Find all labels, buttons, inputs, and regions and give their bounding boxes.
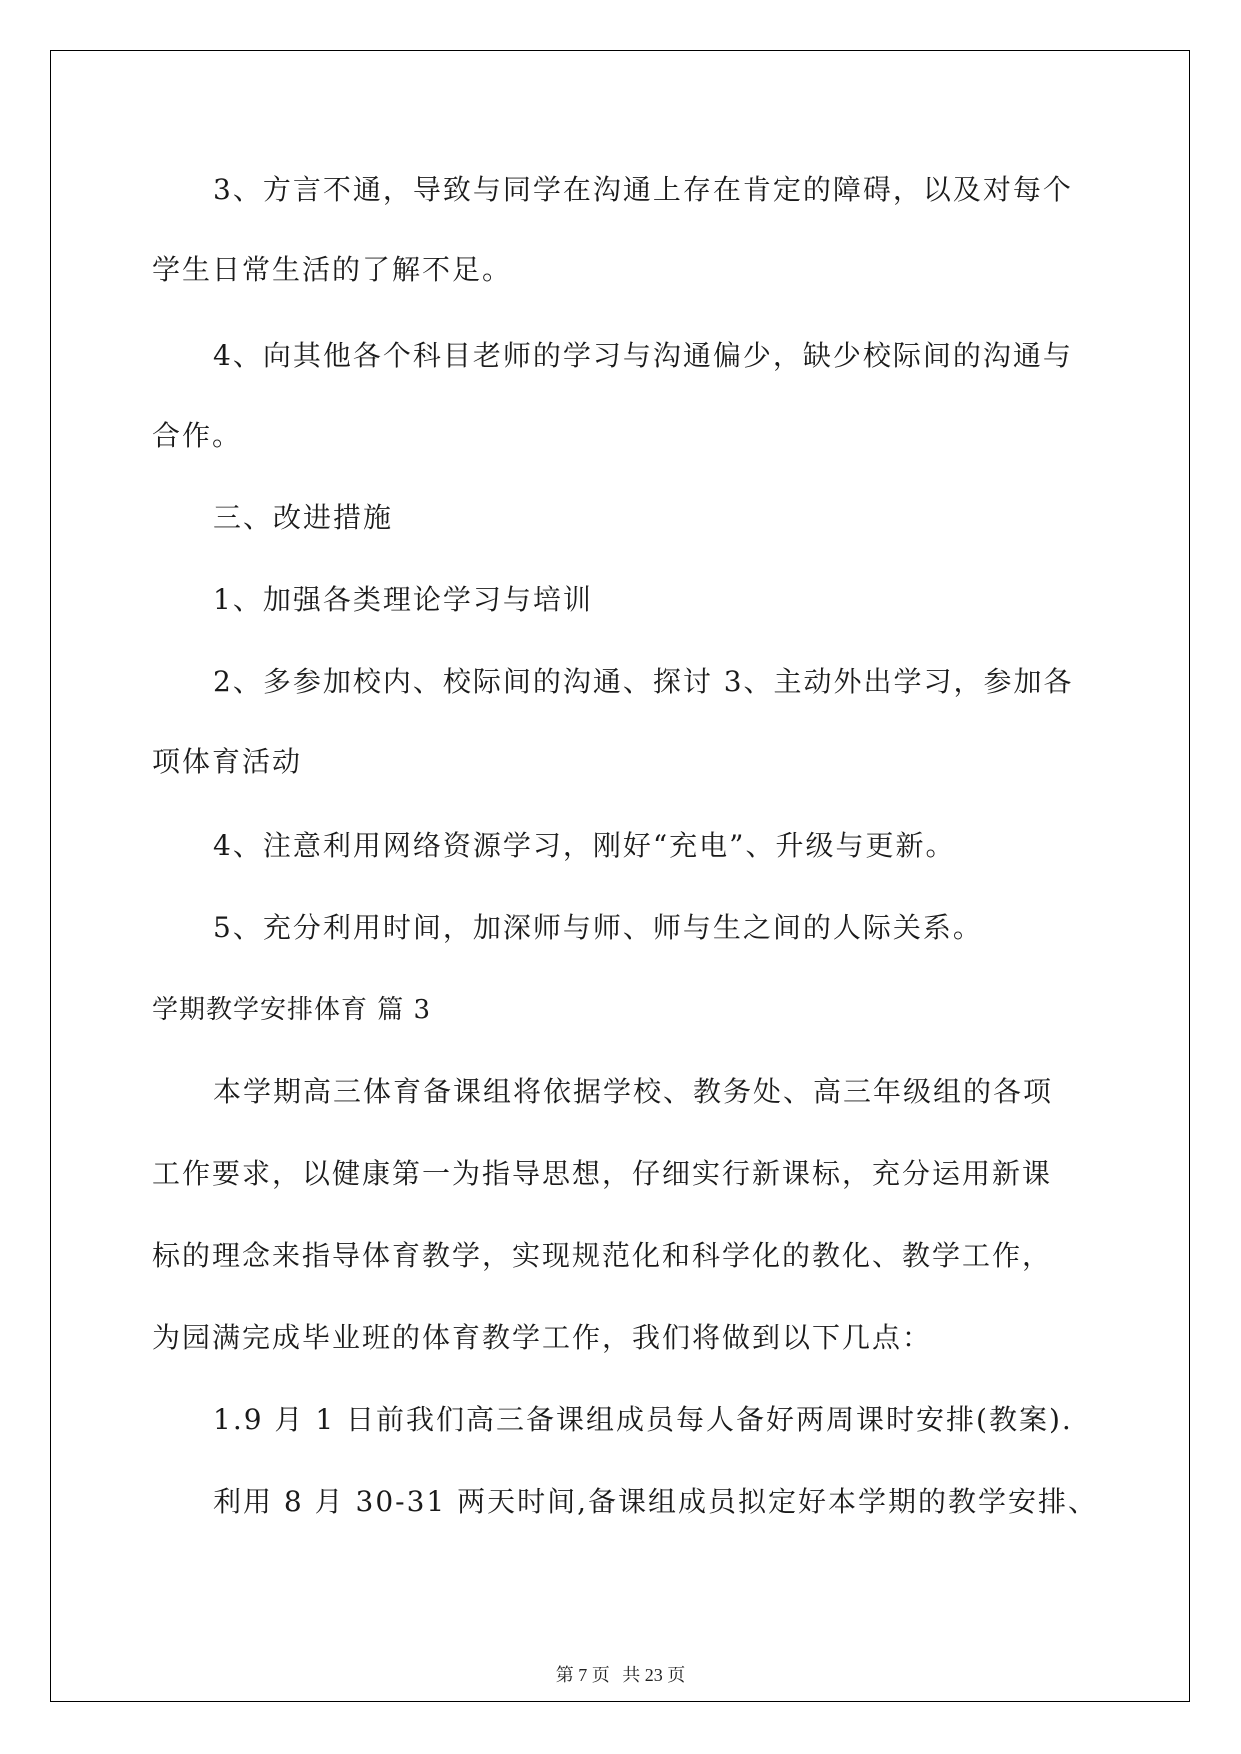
paragraph-line: 本学期高三体育备课组将依据学校、教务处、高三年级组的各项	[213, 1075, 1054, 1108]
page-border	[50, 50, 1190, 1702]
paragraph-line: 标的理念来指导体育教学，实现规范化和科学化的教化、教学工作，	[152, 1239, 1053, 1272]
page-number: 第 7 页	[555, 1665, 610, 1685]
paragraph-line: 3、方言不通，导致与同学在沟通上存在肯定的障碍，以及对每个	[213, 173, 1073, 206]
paragraph-line: 4、注意利用网络资源学习，刚好“充电”、升级与更新。	[213, 829, 956, 862]
page-footer	[0, 1661, 1241, 1687]
section-heading: 三、改进措施	[213, 501, 394, 534]
paragraph-line: 利用 8 月 30-31 两天时间,备课组成员拟定好本学期的教学安排、	[213, 1485, 1099, 1518]
paragraph-line: 4、向其他各个科目老师的学习与沟通偏少，缺少校际间的沟通与	[213, 339, 1073, 372]
paragraph-line: 为园满完成毕业班的体育教学工作，我们将做到以下几点：	[152, 1321, 933, 1354]
paragraph-line: 合作。	[152, 419, 243, 452]
paragraph-line: 学生日常生活的了解不足。	[152, 253, 513, 286]
paragraph-line: 2、多参加校内、校际间的沟通、探讨 3、主动外出学习，参加各	[213, 665, 1074, 698]
paragraph-line: 5、充分利用时间，加深师与师、师与生之间的人际关系。	[213, 911, 983, 944]
paragraph-line: 项体育活动	[152, 745, 303, 778]
paragraph-line: 工作要求，以健康第一为指导思想，仔细实行新课标，充分运用新课	[152, 1157, 1053, 1190]
paragraph-line: 1、加强各类理论学习与培训	[213, 583, 593, 616]
page-total: 共 23 页	[622, 1665, 686, 1685]
article-title: 学期教学安排体育 篇 3	[152, 995, 432, 1025]
paragraph-line: 1.9 月 1 日前我们高三备课组成员每人备好两周课时安排(教案).	[213, 1403, 1073, 1436]
